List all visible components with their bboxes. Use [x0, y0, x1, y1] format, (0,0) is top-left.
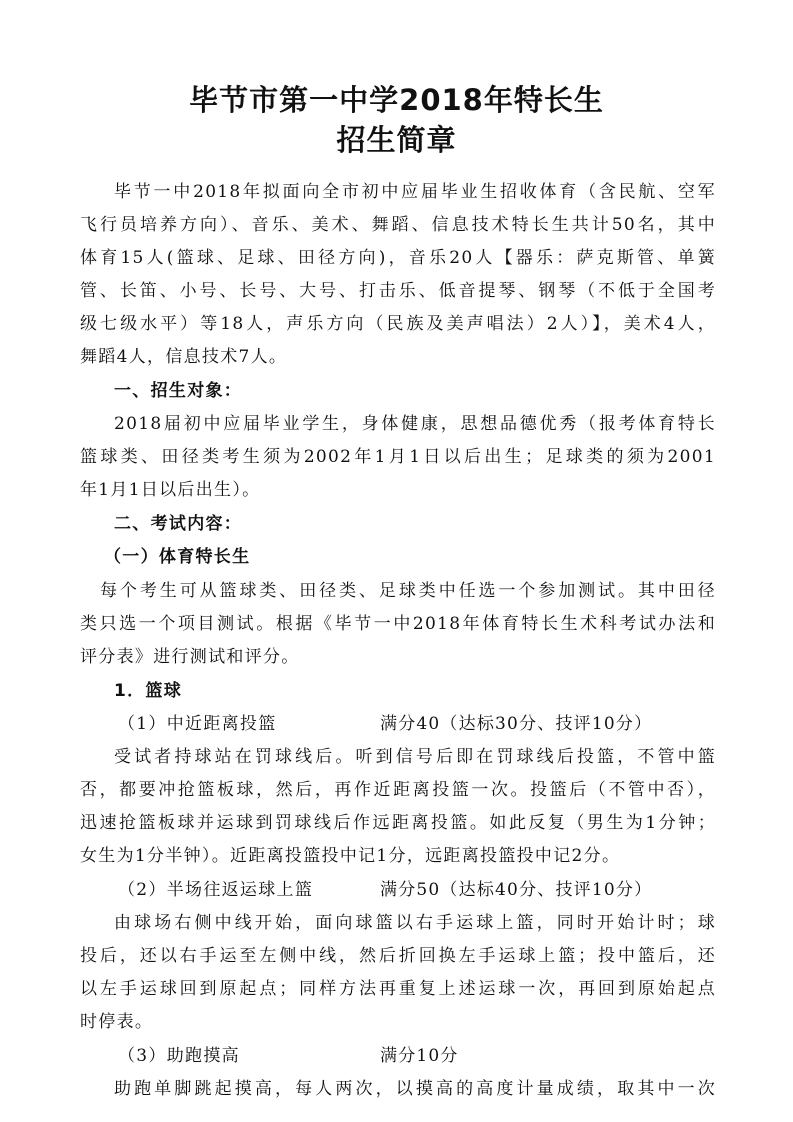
item-score: 满分10分: [380, 1046, 459, 1066]
intro-line: 飞行员培养方向）、音乐、美术、舞蹈、信息技术特长生共计50名，其中: [80, 215, 716, 235]
intro-line: 毕节一中2018年拟面向全市初中应届毕业生招收体育（含民航、空军: [114, 182, 716, 202]
intro-line: 管、长笛、小号、长号、大号、打击乐、低音提琴、钢琴（不低于全国考: [80, 281, 716, 301]
document-title-line1: 毕节市第一中学2018年特长生: [189, 83, 604, 117]
sports-line: 评分表》进行测试和评分。: [80, 647, 300, 667]
item-score: 满分40（达标30分、技评10分）: [380, 714, 653, 734]
intro-line: 体育15人(篮球、足球、田径方向)，音乐20人【器乐：萨克斯管、单簧: [80, 248, 716, 268]
section1-line: 2018届初中应届毕业学生，身体健康，思想品德优秀（报考体育特长: [114, 414, 716, 434]
item2-line: 以左手运球回到原起点；同样方法再重复上述运球一次，再回到原始起点: [80, 979, 716, 999]
item2-line: 由球场右侧中线开始，面向球篮以右手运球上篮，同时开始计时；球: [114, 913, 716, 933]
item1-line: 受试者持球站在罚球线后。听到信号后即在罚球线后投篮，不管中篮: [114, 747, 716, 767]
subsection-heading-sports: （一）体育特长生: [104, 547, 251, 567]
item1-line: 女生为1分半钟）。近距离投篮投中记1分，远距离投篮投中记2分。: [80, 846, 621, 866]
intro-line: 舞蹈4人，信息技术7人。: [80, 347, 288, 367]
section1-line: 篮球类、田径类考生须为2002年1月1日以后出生；足球类的须为2001: [80, 447, 716, 467]
document-title-line2: 招生简章: [336, 123, 457, 157]
item-name: （3）助跑摸高: [118, 1046, 240, 1066]
section1-line: 年1月1日以后出生）。: [80, 480, 261, 500]
sports-line: 每个考生可从篮球类、田径类、足球类中任选一个参加测试。其中田径: [100, 581, 716, 601]
item3-line: 助跑单脚跳起摸高，每人两次，以摸高的高度计量成绩，取其中一次: [114, 1079, 716, 1099]
item2-line: 时停表。: [80, 1012, 154, 1032]
item-name: （2）半场往返运球上篮: [118, 880, 314, 900]
item-score: 满分50（达标40分、技评10分）: [380, 880, 653, 900]
basketball-heading: 1．篮球: [114, 681, 183, 701]
intro-line: 级七级水平）等18人，声乐方向（民族及美声唱法）2人）】，美术4人，: [80, 314, 716, 334]
item1-line: 否，都要冲抢篮板球，然后，再作近距离投篮一次。投篮后（不管中否），: [80, 780, 716, 800]
item2-line: 投后，还以右手运至左侧中线，然后折回换左手运球上篮；投中篮后，还: [80, 946, 716, 966]
sports-line: 类只选一个项目测试。根据《毕节一中2018年体育特长生术科考试办法和: [80, 614, 716, 634]
item1-line: 迅速抢篮板球并运球到罚球线后作远距离投篮。如此反复（男生为1分钟；: [80, 813, 716, 833]
item-name: （1）中近距离投篮: [118, 714, 277, 734]
section-heading-recruitment-target: 一、招生对象：: [114, 381, 243, 401]
section-heading-exam-content: 二、考试内容：: [114, 514, 243, 534]
